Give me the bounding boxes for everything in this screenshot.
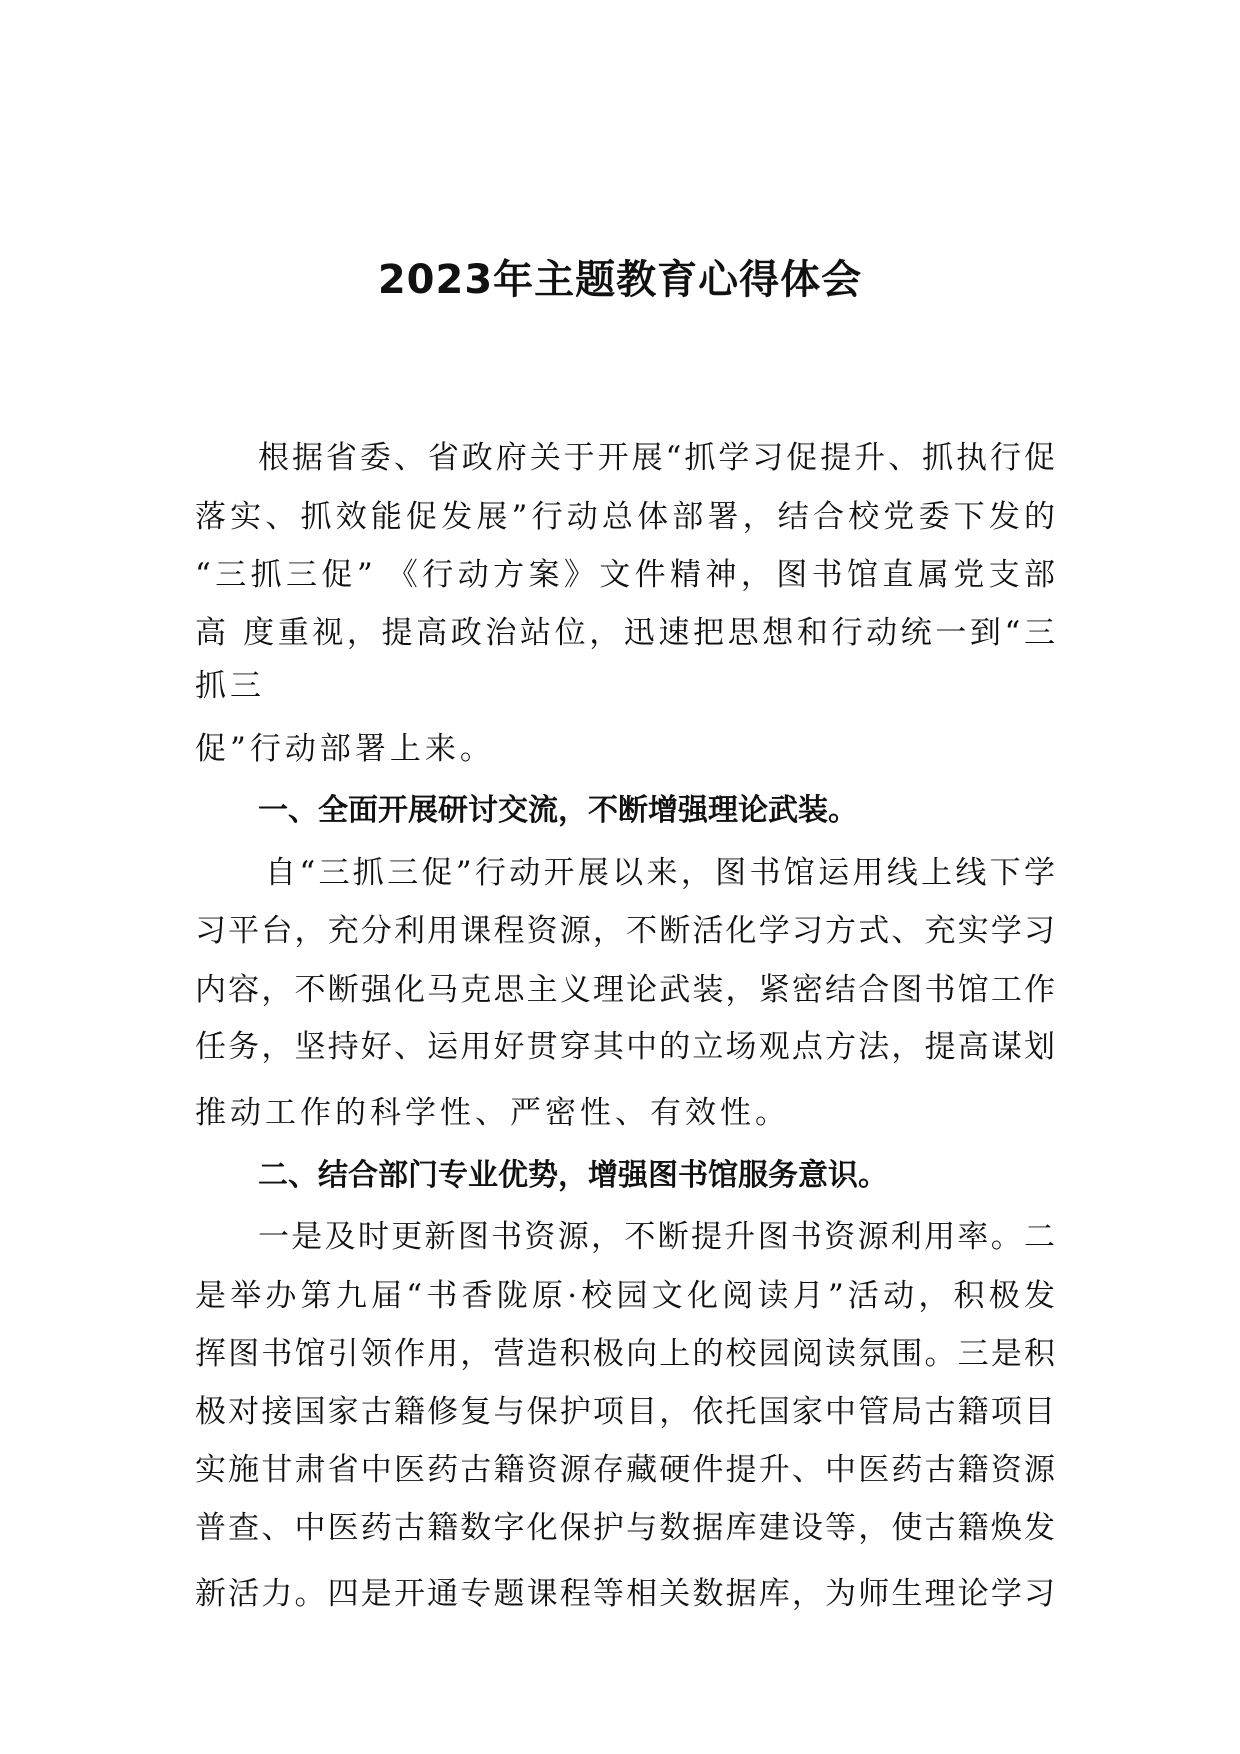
intro-line-3: “三抓三促” 《行动方案》文件精神，图书馆直属党支部 [195, 557, 1055, 593]
intro-line-5: 抓三 [195, 668, 265, 704]
intro-line-2: 落实、抓效能促发展”行动总体部署，结合校党委下发的 [195, 499, 1055, 535]
intro-line-6: 促”行动部署上来。 [195, 731, 495, 767]
section-2-line-4: 极对接国家古籍修复与保护项目，依托国家中管局古籍项目 [195, 1394, 1055, 1430]
section-1-heading: 一、全面开展研讨交流，不断增强理论武装。 [258, 793, 858, 828]
section-1-line-2: 习平台，充分利用课程资源，不断活化学习方式、充实学习 [195, 913, 1055, 949]
document-title: 2023年主题教育心得体会 [377, 257, 863, 303]
section-1-line-5: 推动工作的科学性、严密性、有效性。 [195, 1095, 790, 1131]
intro-line-1: 根据省委、省政府关于开展“抓学习促提升、抓执行促 [258, 440, 1055, 476]
section-2-line-7: 新活力。四是开通专题课程等相关数据库，为师生理论学习 [195, 1576, 1055, 1612]
section-2-line-6: 普查、中医药古籍数字化保护与数据库建设等，使古籍焕发 [195, 1510, 1055, 1546]
section-1-line-3: 内容，不断强化马克思主义理论武装，紧密结合图书馆工作 [195, 972, 1055, 1008]
section-2-line-1: 一是及时更新图书资源，不断提升图书资源利用率。二 [258, 1219, 1055, 1255]
section-2-line-2: 是举办第九届“书香陇原·校园文化阅读月”活动，积极发 [195, 1278, 1055, 1314]
section-2-line-5: 实施甘肃省中医药古籍资源存藏硬件提升、中医药古籍资源 [195, 1452, 1055, 1488]
section-2-line-3: 挥图书馆引领作用，营造积极向上的校园阅读氛围。三是积 [195, 1336, 1055, 1372]
section-1-line-4: 任务，坚持好、运用好贯穿其中的立场观点方法，提高谋划 [195, 1029, 1055, 1065]
section-1-line-1: 自“三抓三促”行动开展以来，图书馆运用线上线下学 [265, 855, 1055, 891]
section-2-heading: 二、结合部门专业优势，增强图书馆服务意识。 [258, 1158, 888, 1193]
intro-line-4: 高 度重视，提高政治站位，迅速把思想和行动统一到“三 [195, 615, 1055, 651]
